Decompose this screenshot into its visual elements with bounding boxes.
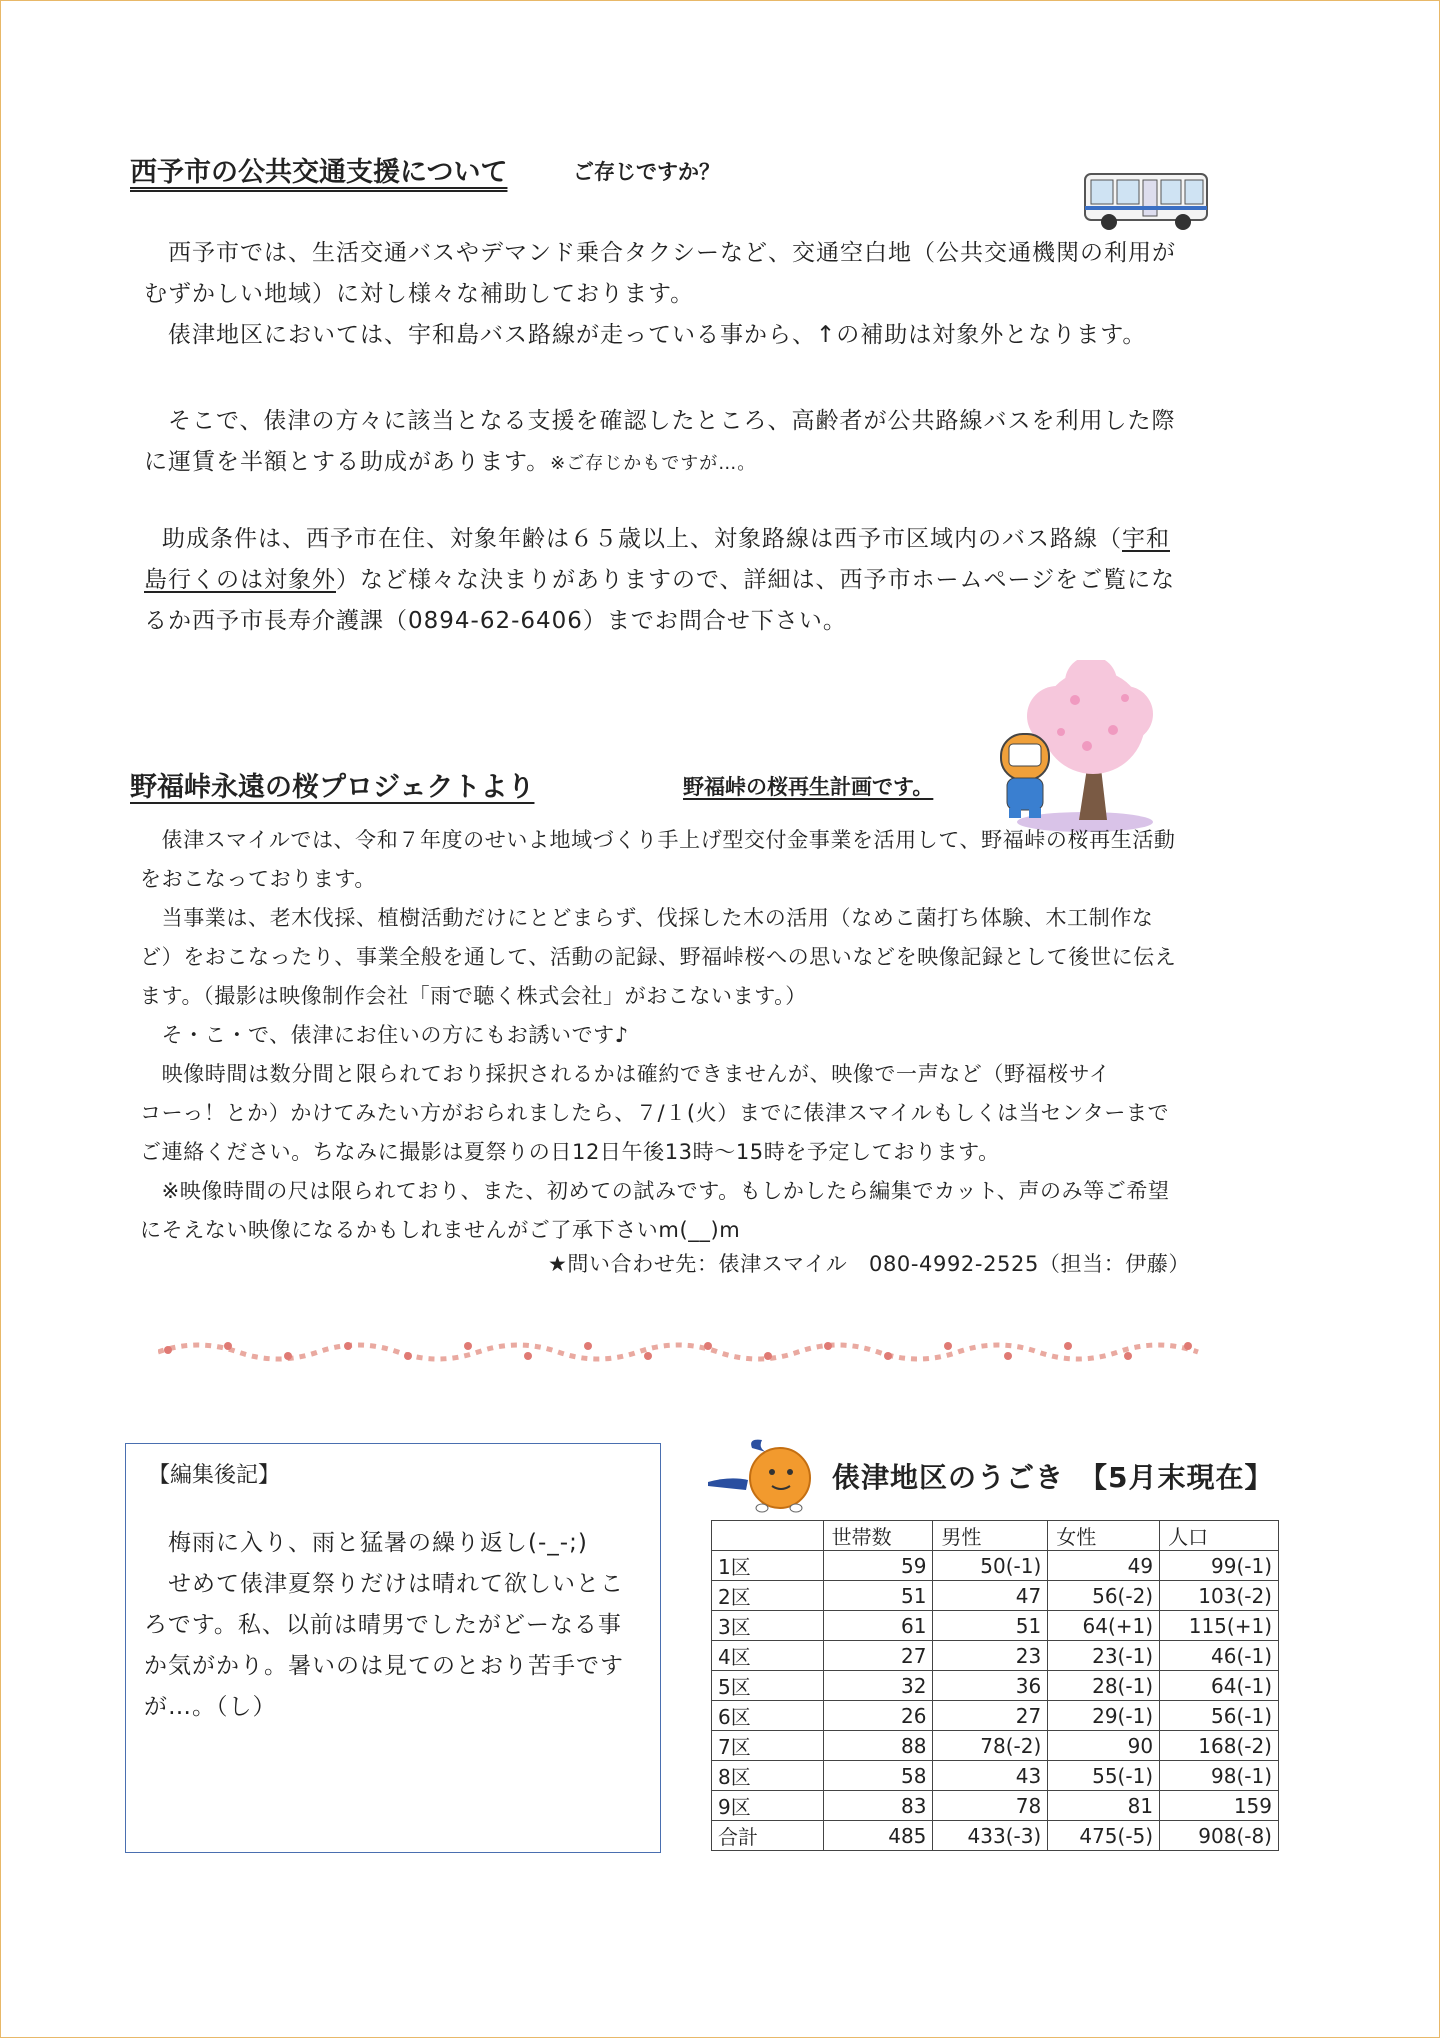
table-header: 人口 xyxy=(1160,1521,1279,1551)
table-row-total: 合計 485 433(-3) 475(-5) 908(-8) xyxy=(712,1821,1279,1851)
section2-title: 野福峠永遠の桜プロジェクトより xyxy=(130,772,535,803)
bus-icon xyxy=(1083,170,1211,232)
stats-title: 俵津地区のうごき 【5月末現在】 xyxy=(832,1461,1274,1494)
section1-paragraph-2: そこで、俵津の方々に該当となる支援を確認したところ、高齢者が公共路線バスを利用した際 に運賃を半額とする助成があります。※ご存じかもですが…。 xyxy=(144,408,1176,475)
table-header: 女性 xyxy=(1048,1521,1160,1551)
section1-paragraph-1: 西予市では、生活交通バスやデマンド乗合タクシーなど、交通空白地（公共交通機関の利用が むずかしい地域）に対し様々な補助しております。 俵津地区においては、宇和島バス路線が走っている事から、↑の補助は対象外となります。 xyxy=(144,240,1176,348)
section2-body: 俵津スマイルでは、令和７年度のせいよ地域づくり手上げ型交付金事業を活用して、野福峠の桜再生活動 をおこなっております。 当事業は、老木伐採、植樹活動だけにとどまらず、伐採した木の活用（なめこ菌打ち体験、木工制作な ど）をおこなったり、事業全般を通して、活動の記録、野福峠桜への思いなどを映像記録として後世に伝え ます。（撮影は映像制作会社「雨で聴く株式会社」がおこないます。） そ・こ・で、俵津にお住いの方にもお誘いです♪ 映像時間は数分間と限られており採択されるかは確約できませんが、映像で一声など（野福桜サイ コーっ！とか）かけてみたい方がおられましたら、７/１(火）までに俵津スマイルもしくは当センターまで ご連絡ください。ちなみに撮影は夏祭りの日12日午後13時～15時を予定しております。 ※映像時間の尺は限られており、また、初めての試みです。もしかしたら編集でカット、声のみ等ご希望 にそえない映像になるかもしれませんがご了承下さいm(__)m xyxy=(140,828,1177,1242)
editorial-title: 【編集後記】 xyxy=(148,1463,281,1488)
mikan-mascot-icon xyxy=(700,1436,825,1516)
table-row: 4区 27 23 23(-1) 46(-1) xyxy=(712,1641,1279,1671)
editorial-box xyxy=(125,1443,661,1853)
table-header-row xyxy=(712,1521,1279,1551)
table-row: 9区 83 78 81 159 xyxy=(712,1791,1279,1821)
table-row: 2区 51 47 56(-2) 103(-2) xyxy=(712,1581,1279,1611)
table-row: 8区 58 43 55(-1) 98(-1) xyxy=(712,1761,1279,1791)
table-row: 6区 26 27 29(-1) 56(-1) xyxy=(712,1701,1279,1731)
table-row: 7区 88 78(-2) 90 168(-2) xyxy=(712,1731,1279,1761)
population-table xyxy=(711,1520,1279,1851)
table-header xyxy=(712,1521,824,1551)
sakura-divider xyxy=(158,1330,1208,1370)
section1-title: 西予市の公共交通支援について xyxy=(130,157,508,188)
table-row: 1区 59 50(-1) 49 99(-1) xyxy=(712,1551,1279,1581)
table-header: 男性 xyxy=(933,1521,1048,1551)
section2-contact: ★問い合わせ先：俵津スマイル 080-4992-2525（担当：伊藤） xyxy=(548,1252,1191,1276)
section1-subtitle: ご存じですか？ xyxy=(573,160,720,184)
section2-subtitle: 野福峠の桜再生計画です。 xyxy=(683,775,934,799)
editorial-body: 梅雨に入り、雨と猛暑の繰り返し(-_-;) せめて俵津夏祭りだけは晴れて欲しいとこ ろです。私、以前は晴男でしたがどーなる事 か気がかり。暑いのは見てのとおり苦手です が…。（し） xyxy=(144,1530,624,1720)
section1-paragraph-3: 助成条件は、西予市在住、対象年齢は６５歳以上、対象路線は西予市区域内のバス路線（宇和 島行くのは対象外）など様々な決まりがありますので、詳細は、西予市ホームページをご覧にな るか西予市長寿介護課（0894-62-6406）までお問合せ下さい。 xyxy=(144,526,1176,634)
cherry-tree-mascot-icon xyxy=(975,660,1155,835)
table-header: 世帯数 xyxy=(823,1521,933,1551)
table-row: 3区 61 51 64(+1) 115(+1) xyxy=(712,1611,1279,1641)
table-row: 5区 32 36 28(-1) 64(-1) xyxy=(712,1671,1279,1701)
